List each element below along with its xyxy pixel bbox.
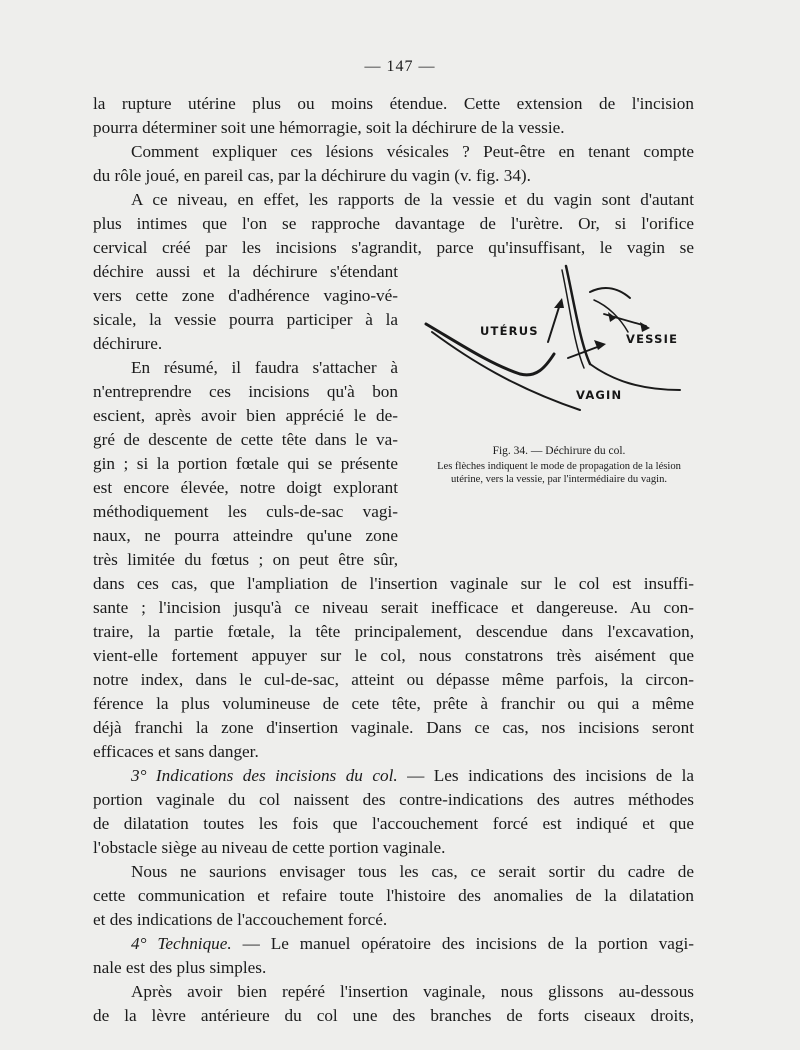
text-line: traire, la partie fœtale, la tête principalement, descendue dans l'excavation, [93,622,694,641]
figure-34 [420,262,698,502]
text-line: méthodiquement les culs-de-sac vagi- [93,502,398,521]
text-line: notre index, dans le cul-de-sac, atteint ou dépasse même parfois, la circon- [93,670,694,689]
text-line: Nous ne saurions envisager tous les cas, ce serait sortir du cadre de [131,862,694,881]
text-line: de la lèvre antérieure du col une des branches de forts ciseaux droits, [93,1006,694,1025]
text-line: gré de descente de cette tête dans le va- [93,430,398,449]
section-heading-indications: 3° Indications des incisions du col. [131,766,398,785]
anatomy-diagram [420,262,698,442]
section-line [131,764,694,788]
text-line: naux, ne pourra atteindre qu'une zone [93,526,398,545]
text-line: nale est des plus simples. [93,958,267,977]
text-line: sante ; l'incision jusqu'à ce niveau serait inefficace et dangereuse. Au con- [93,598,694,617]
text-line: Après avoir bien repéré l'insertion vaginale, nous glissons au-dessous [131,982,694,1001]
text-line: portion vaginale du col naissent des contre-indications des autres méthodes [93,790,694,809]
text-line: et des indications de l'accouchement forcé. [93,910,388,929]
text-line: très limitée du fœtus ; on peut être sûr, [93,550,398,569]
text-line: déjà franchi la zone d'insertion vaginale. Dans ce cas, nos incisions seront [93,718,694,737]
page-number: — 147 — [364,58,436,75]
text-line: cette communication et refaire toute l'histoire des anomalies de la dilatation [93,886,694,905]
text-line: sicale, la vessie pourra participer à la [93,310,398,329]
text-line: — Les indications des incisions de la [407,766,695,785]
text-line: déchirure. [93,334,163,353]
label-vagin: VAGIN [576,388,623,402]
text-line: n'entreprendre ces incisions qu'à bon [93,382,398,401]
text-line: cervical créé par les incisions s'agrandit, parce qu'insuffisant, le vagin se [93,238,694,257]
section-heading-technique: 4° Technique. [131,934,232,953]
text-line: Comment expliquer ces lésions vésicales ? Peut-être en tenant compte [131,142,694,161]
text-line: vers cette zone d'adhérence vagino-vé- [93,286,398,305]
text-line: de dilatation toutes les fois que l'accouchement forcé est indiqué et que [93,814,694,833]
label-uterus: UTÉRUS [480,324,539,338]
label-vessie: VESSIE [626,332,679,346]
text-line: efficaces et sans danger. [93,742,259,761]
figure-legend: Les flèches indiquent le mode de propagation de la lésion utérine, vers la vessie, par l'intermédiaire du vagin. [437,461,681,485]
text-line: est encore élevée, notre doigt explorant [93,478,398,497]
text-line: férence la plus volumineuse de cete tête, prête à franchir ou qui a même [93,694,694,713]
text-line: l'obstacle siège au niveau de cette portion vaginale. [93,838,446,857]
text-line: déchire aussi et la déchirure s'étendant [93,262,398,281]
section-line [131,932,694,956]
text-line: du rôle joué, en pareil cas, par la déchirure du vagin (v. fig. 34). [93,166,531,185]
text-line: vient-elle fortement appuyer sur le col, nous constatrons très aisément que [93,646,694,665]
text-line: gin ; si la portion fœtale qui se présente [93,454,398,473]
text-line: plus intimes que l'on se rapproche davantage de l'urètre. Or, si l'orifice [93,214,694,233]
text-line: escient, après avoir bien apprécié le de- [93,406,398,425]
text-line: dans ces cas, que l'ampliation de l'insertion vaginale sur le col est insuffi- [93,574,694,593]
text-line: — Le manuel opératoire des incisions de la portion vagi- [242,934,695,953]
text-line: A ce niveau, en effet, les rapports de la vessie et du vagin sont d'autant [131,190,694,209]
text-line: pourra déterminer soit une hémorragie, soit la déchirure de la vessie. [93,118,565,137]
text-line: En résumé, il faudra s'attacher à [131,358,398,377]
figure-caption: Fig. 34. — Déchirure du col. [492,445,626,457]
text-line: la rupture utérine plus ou moins étendue. Cette extension de l'incision [93,94,694,113]
